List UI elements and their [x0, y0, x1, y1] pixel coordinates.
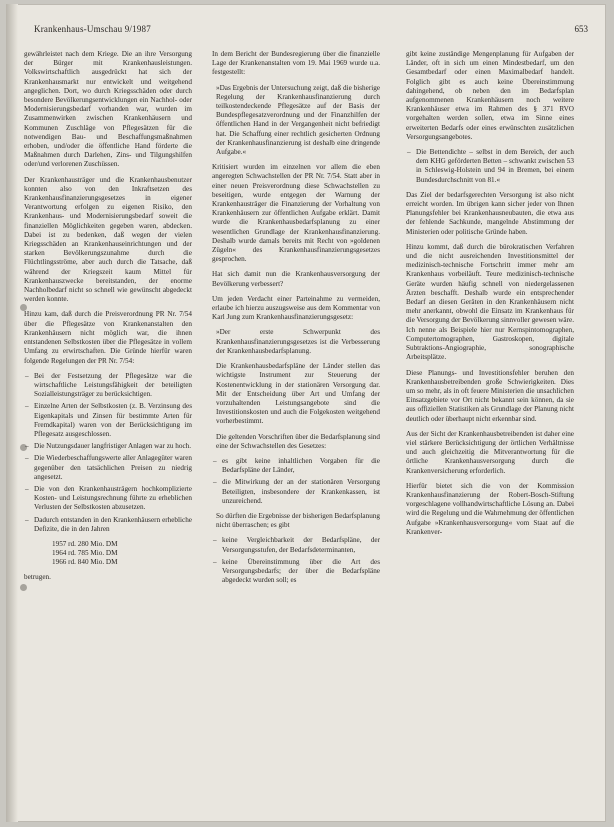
- bullet-list: [24, 372, 192, 534]
- list-item: – es gibt keine inhaltlichen Vorgaben für die Bedarfspläne der Länder,: [222, 457, 380, 475]
- list-item: – Die Wiederbeschaffungswerte aller Anlagegüter waren gegenüber den tatsächlichen Preisen zu niedrig angesetzt.: [34, 454, 192, 482]
- quotation: »Das Ergebnis der Untersuchung zeigt, daß die bisherige Regelung der Krankenhausfinanzierung durch teilkostendeckende Pflegesätze auf der Basis der Bundespflegesatzverordnung und der Finanzhilfen der öffentlichen Hand in der Vergangenheit nicht befriedigt hat. Die Schaffung einer rechtlich gesicherten Ordnung der Krankenhausfinanzierung ist deshalb eine dringende Aufgabe.«: [216, 83, 380, 157]
- paragraph: Hinzu kommt, daß durch die bürokratischen Verfahren und die nicht ausreichenden Investitionsmittel der medizinisch-technische Fortschritt immer mehr am Krankenhaus vorbeiläuft. Teure medizinisch-technische Geräte wurden häufig schnell von niedergelassenen Ärzten beschafft. Deshalb wurde ein entsprechender Bedarf an diesen Geräten in den Krankenhäusern nicht mehr anerkannt, obwohl die Einsatz im Krankenhaus für die Versorgung der Bevölkerung sinnvoller gewesen wäre. Ich nenne als Beispiele hier nur Kernspintomographen, Computertomographen, Gastroskopen, digitale Subtraktions-Angiographie, sonographische Arbeitsplätze.: [406, 242, 574, 362]
- list-item: – keine Vergleichbarkeit der Bedarfspläne, der Versorgungsstufen, der Bedarfsdeterminanten,: [222, 536, 380, 554]
- paragraph: gewährleistet nach dem Kriege. Die an ihre Versorgung der Bürger mit Krankenhausleistungen. Volkswirtschaftlich ausgedrückt hat sich der Krankenhausmarkt nur entwickelt und weitgehend angeglichen. Dort, wo durch Kriegsschäden oder durch besondere Bevölkerungsentwicklungen ein Nachhol- oder Modernisierungsbedarf vorhanden war, wurden im Zusammenwirken zwischen Krankenhäusern und Kommunen Zuschläge von Pflegesätzen für die notwendigen Bau- und Beschaffungsmaßnahmen erhoben, und/oder die öffentliche Hand förderte die Maßnahmen durch Darlehen, Zins- und Tilgungshilfen oder/und verlorenen Zuschüssen.: [24, 50, 192, 169]
- paragraph: Diese Planungs- und Investitionsfehler beruhen den Krankenhausbetreibenden große Schwierigkeiten. Dies um so mehr, als in oft feuere Ministerien die unsachlichen Einsatzgebiete vor Ort nicht bekannt sein können, da sie aus offiziellen Statistiken als Grundlage der Planung nicht deutlich oder überhaupt nicht erkennbar sind.: [406, 368, 574, 423]
- list-item: – die Mitwirkung der an der stationären Versorgung Beteiligten, insbesondere der Krankenkassen, ist unzureichend.: [222, 478, 380, 506]
- paragraph: Hierfür bietet sich die von der Kommission Krankenhausfinanzierung der Robert-Bosch-Stiftung vorgeschlagene vollhandwirtschaftliche Lösung an. Dabei wird die Regelung und die Wahrnehmung der öffentlichen Aufgabe »Krankenhausversorgung« vom Staat auf die Krankenver-: [406, 481, 574, 536]
- list-item: – Die Nutzungsdauer langfristiger Anlagen war zu hoch.: [34, 442, 192, 451]
- page-number: 653: [574, 24, 588, 34]
- year-row: 1966 rd. 840 Mio. DM: [52, 557, 118, 566]
- paragraph: Das Ziel der bedarfsgerechten Versorgung ist also nicht erreicht worden. Im übrigen kann sicher jeder von Ihnen Planungsfehler bei Krankenhausneubauten, die etwa aus der fehlende Sachkunde, mangelnde Abstimmung der Ministerien oder politische Gründe haben.: [406, 190, 574, 236]
- bullet-list: [406, 148, 574, 185]
- paragraph: Kritisiert wurden im einzelnen vor allem die eben angeregten Schwachstellen der PR Nr. 7/54. Statt aber in einer neuen Preisverordnung diese Schwachstellen zu beseitigen, wurde entgegen der Warnung der Krankenhausträger die Finanzierung der Vorhaltung von Krankenhäusern zur öffentlichen Aufgabe erklärt. Damit wurde die Krankenhausbedarfsplanung zu einer wesentlichen Grundlage der Krankenhausfinanzierung. Deshalb wurde damals bereits mit Recht von »goldenen Zügeln« des Krankenhausfinanzierungsgesetzes gesprochen.: [212, 163, 380, 264]
- paragraph: gibt keine zuständige Mengenplanung für Aufgaben der Länder, oft in sich um einen Mindestbedarf, um den Gesamtbedarf oder einen Maximalbedarf handelt. Folglich gibt es auch keine Übereinstimmung dahingehend, ob neben den im Bedarfsplan aufgenommenen Krankenhäusern noch weitere Krankenhäuser etwa im Rahmen des § 371 RVO vorgehalten werden sollen, etwa im Sinne eines erweiterten Bedarfs oder eines erwünschten zusätzlichen Versorgungsangebotes.: [406, 50, 574, 141]
- quotation: Die Krankenhausbedarfspläne der Länder stellen das wichtigste Instrument zur Steuerung der Kostenentwicklung in der stationären Versorgung dar. Mit der Entscheidung über Art und Umfang der vorzuhaltenden Leistungsangebote sind die Investitionskosten und auch die Folgekosten weitgehend vorherbestimmt.: [216, 362, 380, 426]
- text-column-3: [406, 50, 574, 820]
- year-row: 1964 rd. 785 Mio. DM: [52, 548, 118, 557]
- paragraph: Aus der Sicht der Krankenhausbetreibenden ist daher eine viel stärkere Berücksichtigung der örtlichen Verhältnisse und auch gleichzeitig die Mitverantwortung für die örtliche Krankenhausversorgung durch die Krankenversicherung erforderlich.: [406, 429, 574, 475]
- running-title: Krankenhaus-Umschau 9/1987: [34, 24, 151, 34]
- paragraph: Um jeden Verdacht einer Parteinahme zu vermeiden, erlaube ich hierzu auszugsweise aus dem Kommentar von Karl Jung zum Krankenhausfinanzierungsgesetz:: [212, 294, 380, 322]
- year-row: 1957 rd. 280 Mio. DM: [52, 539, 118, 548]
- deficit-years: [52, 540, 192, 567]
- paragraph: In dem Bericht der Bundesregierung über die finanzielle Lage der Krankenanstalten vom 19. Mai 1969 wurde u.a. festgestellt:: [212, 50, 380, 77]
- paragraph: Hinzu kam, daß durch die Preisverordnung PR Nr. 7/54 über die Pflegesätze von Krankenanstalten den Krankenhäusern nicht möglich war, die ihnen entstandenen Selbstkosten über die Pflegesätze in vollem Umfang zu erwirtschaften. Die Gründe hierfür waren folgende Regelungen der PR Nr. 7/54:: [24, 310, 192, 365]
- paragraph: Hat sich damit nun die Krankenhausversorgung der Bevölkerung verbessert?: [212, 270, 380, 288]
- list-item: – Die Bettendichte – selbst in dem Bereich, der auch dem KHG geförderten Betten – schwankt zwischen 53 in Schleswig-Holstein und 94 in Bremen, bei einem Bundesdurchschnitt von 81.«: [416, 148, 574, 185]
- page-header: [34, 24, 588, 38]
- text-column-1: [24, 50, 192, 820]
- bullet-list: [212, 457, 380, 506]
- quotation: Die geltenden Vorschriften über die Bedarfsplanung sind eine der Schwachstellen des Gesetzes:: [216, 432, 380, 450]
- list-item: – Einzelne Arten der Selbstkosten (z. B. Verzinsung des Eigenkapitals und Zinsen für bestimmte Arten für Fremdkapital) waren von der Berücksichtigung im Pflegesatz ausgeschlossen.: [34, 402, 192, 439]
- list-item: – Bei der Festsetzung der Pflegesätze war die wirtschaftliche Leistungsfähigkeit der beteiligten Sozialleistungsträger zu berücksichtigen.: [34, 372, 192, 400]
- quotation: »Der erste Schwerpunkt des Krankenhausfinanzierungsgesetzes ist die Verbesserung der Krankenhausbedarfsplanung.: [216, 328, 380, 355]
- paragraph: betrugen.: [24, 572, 51, 581]
- quotation: So dürften die Ergebnisse der bisherigen Bedarfsplanung nicht überraschen; es gibt: [216, 511, 380, 530]
- list-item: – Dadurch entstanden in den Krankenhäusern erhebliche Defizite, die in den Jahren: [34, 516, 192, 534]
- paragraph: Der Krankenhausträger und die Krankenhausbenutzer konnten also von den Inkraftsetzen des Krankenhausfinanzierungsgesetzes in eigener Verantwortung erfolgen zu eigenen Risiko, den Krankenhaus- und Modernisierungsbedarf soweit die finanziellen Möglichkeiten gegeben waren, abdecken. Dabei ist zu bedenken, daß wegen der vielen Kriegsschäden an Krankenhauseinrichtungen und der starken Bevölkerungszunahme durch die Flüchtlingsströme, aber auch durch die Tatsache, daß während der Kriegszeit kaum Mittel für Krankenhauszwecke bereitstanden, der enorme Nachholbedarf nicht so schnell wie gewünscht abgedeckt werden konnte.: [24, 175, 192, 304]
- bullet-list: [212, 536, 380, 585]
- text-column-2: [212, 50, 380, 820]
- list-item: – keine Übereinstimmung über die Art des Versorgungsbedarfs; der über die Bedarfspläne abgedeckt wurden soll; es: [222, 558, 380, 586]
- list-item: – Die von den Krankenhausträgern hochkomplizierte Kosten- und Leistungsrechnung führte zu erheblichen Verlusten der Selbstkosten abzusetzen.: [34, 485, 192, 513]
- document-page: [6, 4, 606, 822]
